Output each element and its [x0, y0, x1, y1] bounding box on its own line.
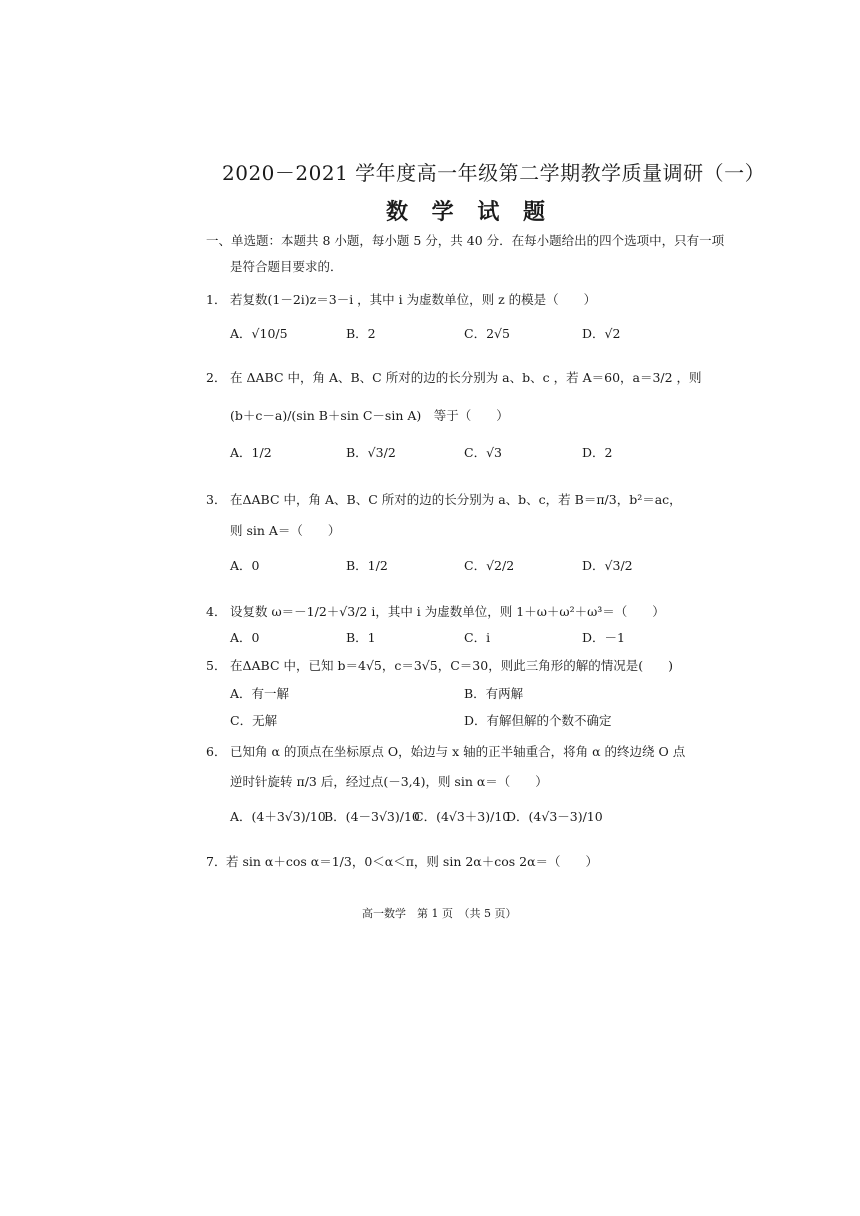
option-d: D．有解但解的个数不确定: [464, 713, 612, 728]
question-stem: 在ΔABC 中，角 A、B、C 所对的边的长分别为 a、b、c，若 B＝π/3，b²＝ac，: [230, 492, 682, 507]
option-b: B．1: [346, 630, 376, 645]
question-stem: 若 sin α＋cos α＝1/3，0＜α＜π，则 sin 2α＋cos 2α＝（ ）: [226, 854, 599, 869]
option-a: A．0: [230, 630, 260, 645]
option-a: A．0: [230, 558, 260, 573]
option-d: D．2: [582, 445, 613, 460]
option-c: C．无解: [230, 713, 278, 728]
question-number: 3．: [206, 492, 227, 507]
question-number: 5．: [206, 658, 227, 673]
option-a: A．有一解: [230, 686, 290, 701]
option-a: A．(4＋3√3)/10: [230, 809, 326, 824]
exam-subtitle: 数 学 试 题: [386, 199, 553, 225]
page-footer: 高一数学 第 1 页 （共 5 页）: [362, 907, 517, 920]
question-stem: 在 ΔABC 中，角 A、B、C 所对的边的长分别为 a、b、c ，若 A＝60，a＝3/2 ，则: [230, 370, 702, 385]
option-c: C．(4√3＋3)/10: [414, 809, 511, 824]
question-number: 4．: [206, 604, 227, 619]
question-stem-continued: (b＋c－a)/(sin B＋sin C－sin A) 等于（ ）: [230, 408, 509, 423]
option-d: D．√2: [582, 326, 621, 341]
question-number: 1．: [206, 292, 227, 307]
option-b: B．√3/2: [346, 445, 396, 460]
section-instructions-line1: 一、单选题：本题共 8 小题，每小题 5 分，共 40 分．在每小题给出的四个选项中，只有一项: [206, 233, 725, 248]
section-instructions-line2: 是符合题目要求的．: [230, 259, 343, 274]
question-stem-continued: 逆时针旋转 π/3 后，经过点(－3,4)，则 sin α＝（ ）: [230, 774, 548, 789]
question-number: 6．: [206, 744, 227, 759]
option-b: B．2: [346, 326, 376, 341]
option-c: C．√3: [464, 445, 502, 460]
question-stem: 若复数(1－2i)z＝3－i ，其中 i 为虚数单位，则 z 的模是（ ）: [230, 292, 597, 307]
question-stem: 在ΔABC 中，已知 b＝4√5，c＝3√5，C＝30，则此三角形的解的情况是( ): [230, 658, 673, 673]
option-a: A．√10/5: [230, 326, 288, 341]
option-b: B．(4－3√3)/10: [324, 809, 420, 824]
option-c: C．√2/2: [464, 558, 515, 573]
question-stem-continued: 则 sin A＝（ ）: [230, 523, 341, 538]
option-d: D．－1: [582, 630, 625, 645]
option-b: B．1/2: [346, 558, 388, 573]
question-number: 7．: [206, 854, 227, 869]
option-c: C．i: [464, 630, 491, 645]
option-d: D．√3/2: [582, 558, 633, 573]
option-d: D．(4√3－3)/10: [506, 809, 603, 824]
question-stem: 设复数 ω＝－1/2＋√3/2 i，其中 i 为虚数单位，则 1＋ω＋ω²＋ω³＝（ ）: [230, 604, 665, 619]
option-b: B．有两解: [464, 686, 524, 701]
option-c: C．2√5: [464, 326, 510, 341]
question-number: 2．: [206, 370, 227, 385]
option-a: A．1/2: [230, 445, 272, 460]
exam-title: 2020－2021 学年度高一年级第二学期教学质量调研（一）: [222, 161, 766, 185]
question-stem: 已知角 α 的顶点在坐标原点 O，始边与 x 轴的正半轴重合，将角 α 的终边绕 O 点: [230, 744, 686, 759]
